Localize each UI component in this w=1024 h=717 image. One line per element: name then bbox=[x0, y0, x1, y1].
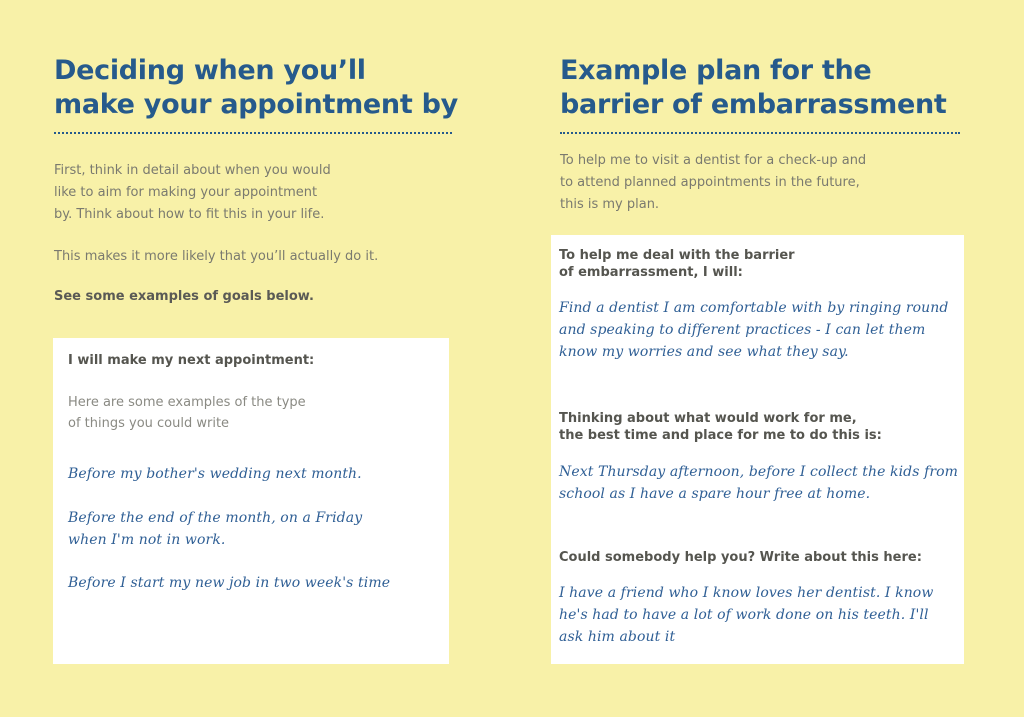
right-intro-paragraph: To help me to visit a dentist for a check-up and to attend planned appointments in the future, this is my plan. bbox=[560, 153, 867, 212]
left-intro-paragraph: First, think in detail about when you would like to aim for making your appointment by. Think about how to fit this in your life. bbox=[54, 163, 331, 222]
goal-card-heading: I will make my next appointment: bbox=[68, 353, 315, 368]
plan-section-answer: Find a dentist I am comfortable with by ringing round and speaking to different practices - I can let them know my worries and see what they say. bbox=[559, 300, 949, 360]
right-dotted-divider bbox=[560, 132, 960, 134]
left-intro-paragraph-2: This makes it more likely that you’ll actually do it. bbox=[54, 249, 379, 264]
right-title: Example plan for the barrier of embarrassment bbox=[560, 55, 947, 120]
example-plan-card bbox=[551, 235, 964, 664]
plan-section-heading: Could somebody help you? Write about this here: bbox=[559, 550, 922, 565]
examples-note: See some examples of goals below. bbox=[54, 289, 314, 304]
plan-section-heading: To help me deal with the barrier of embarrassment, I will: bbox=[559, 248, 795, 280]
goal-example: Before the end of the month, on a Friday when I'm not in work. bbox=[68, 510, 363, 548]
left-dotted-divider bbox=[54, 132, 452, 134]
plan-section-answer: Next Thursday afternoon, before I collect the kids from school as I have a spare hour free at home. bbox=[559, 464, 959, 502]
appointment-goal-card bbox=[53, 338, 449, 664]
plan-section-heading: Thinking about what would work for me, the best time and place for me to do this is: bbox=[559, 411, 882, 443]
goal-example: Before my bother's wedding next month. bbox=[68, 466, 362, 482]
plan-section-answer: I have a friend who I know loves her dentist. I know he's had to have a lot of work done on his teeth. I'll ask him about it bbox=[559, 585, 934, 645]
goal-example: Before I start my new job in two week's time bbox=[68, 575, 391, 591]
goal-card-subtext: Here are some examples of the type of things you could write bbox=[68, 395, 306, 431]
left-title: Deciding when you’ll make your appointment by bbox=[54, 55, 458, 120]
